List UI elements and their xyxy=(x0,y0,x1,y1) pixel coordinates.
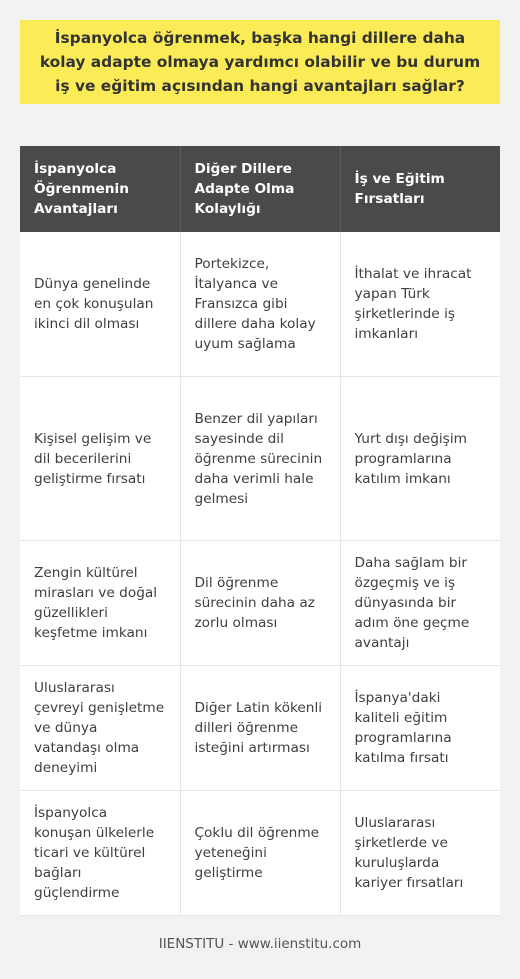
page-title xyxy=(20,20,500,104)
column-header: İş ve Eğitim Fırsatları xyxy=(340,146,500,232)
table-cell: Uluslararası çevreyi genişletme ve dünya vatandaşı olma deneyimi xyxy=(20,666,180,791)
page-title-text: İspanyolca öğrenmek, başka hangi dillere daha kolay adapte olmaya yardımcı olabilir ve bu durum iş ve eğitim açısından hangi avantajları sağlar? xyxy=(39,29,481,95)
table-cell: Kişisel gelişim ve dil becerilerini geliştirme fırsatı xyxy=(20,377,180,541)
column-header: İspanyolca Öğrenmenin Avantajları xyxy=(20,146,180,232)
table-cell: Çoklu dil öğrenme yeteneğini geliştirme xyxy=(180,791,340,916)
table-cell: Uluslararası şirketlerde ve kuruluşlarda kariyer fırsatları xyxy=(340,791,500,916)
table-cell: Portekizce, İtalyanca ve Fransızca gibi dillere daha kolay uyum sağlama xyxy=(180,232,340,377)
table-row xyxy=(20,541,500,666)
table-cell: Zengin kültürel mirasları ve doğal güzellikleri keşfetme imkanı xyxy=(20,541,180,666)
table-cell: Yurt dışı değişim programlarına katılım imkanı xyxy=(340,377,500,541)
table-row xyxy=(20,791,500,916)
table-cell: Benzer dil yapıları sayesinde dil öğrenme sürecinin daha verimli hale gelmesi xyxy=(180,377,340,541)
table-row xyxy=(20,666,500,791)
table-cell: Diğer Latin kökenli dilleri öğrenme isteğini artırması xyxy=(180,666,340,791)
footer-credit: IIENSTITU - www.iienstitu.com xyxy=(158,936,362,952)
table-row xyxy=(20,232,500,377)
table-cell: İspanyolca konuşan ülkelerle ticari ve kültürel bağları güçlendirme xyxy=(20,791,180,916)
table-cell: Dünya genelinde en çok konuşulan ikinci dil olması xyxy=(20,232,180,377)
table-cell: İthalat ve ihracat yapan Türk şirketlerinde iş imkanları xyxy=(340,232,500,377)
table-cell: İspanya'daki kaliteli eğitim programlarına katılma fırsatı xyxy=(340,666,500,791)
comparison-table xyxy=(20,146,500,916)
table-cell: Dil öğrenme sürecinin daha az zorlu olması xyxy=(180,541,340,666)
table-header-row xyxy=(20,146,500,232)
table-cell: Daha sağlam bir özgeçmiş ve iş dünyasında bir adım öne geçme avantajı xyxy=(340,541,500,666)
column-header: Diğer Dillere Adapte Olma Kolaylığı xyxy=(180,146,340,232)
table-row xyxy=(20,377,500,541)
